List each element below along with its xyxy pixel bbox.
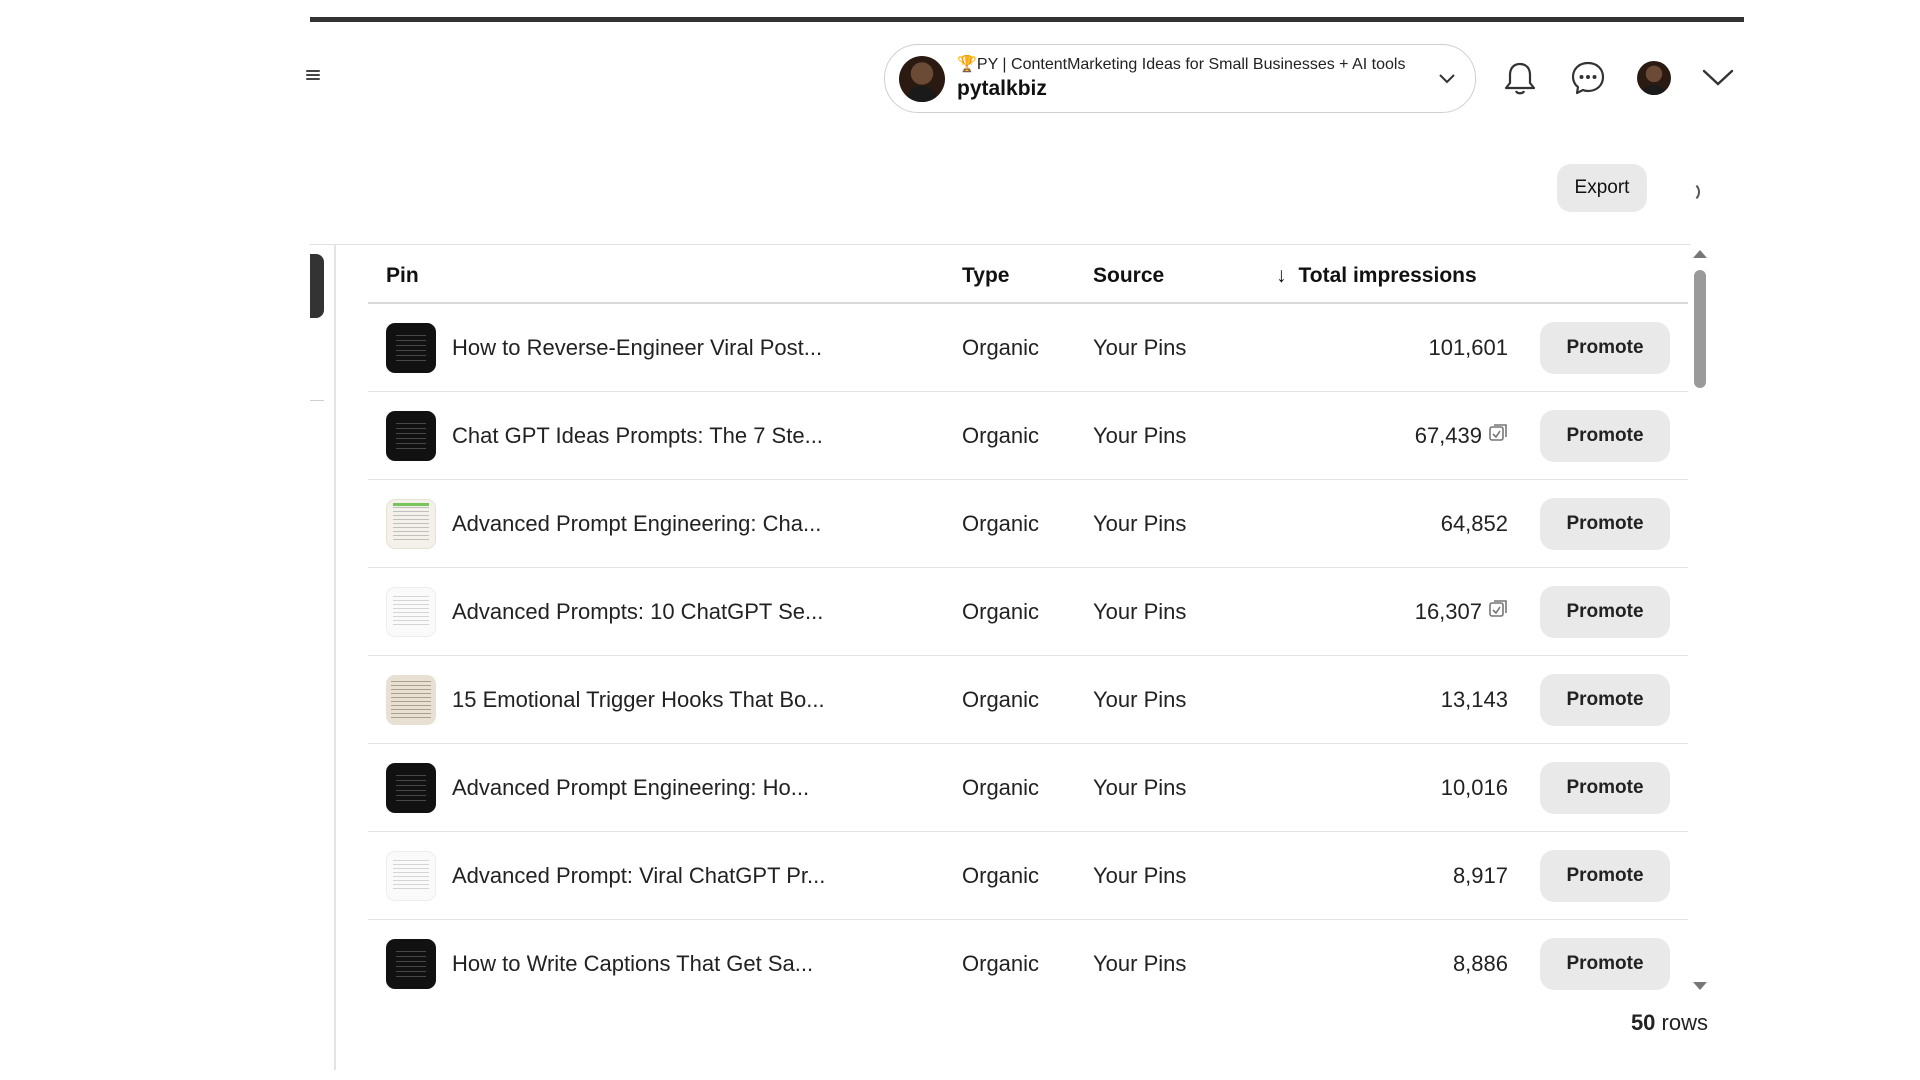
- promote-button[interactable]: Promote: [1540, 850, 1670, 902]
- header-impressions-label: Total impressions: [1298, 264, 1477, 287]
- top-border: [310, 17, 1744, 22]
- pin-source: Your Pins: [1093, 774, 1187, 800]
- header-type[interactable]: Type: [962, 264, 1010, 287]
- pin-thumbnail[interactable]: [386, 939, 436, 989]
- pin-impressions: [1415, 599, 1508, 625]
- pin-title[interactable]: Advanced Prompt: Viral ChatGPT Pr...: [452, 862, 826, 888]
- pin-impressions: [1441, 775, 1508, 801]
- pin-impressions: [1415, 423, 1508, 449]
- chevron-down-icon[interactable]: [1437, 69, 1457, 89]
- impressions-value: 8,886: [1452, 951, 1508, 976]
- account-switcher[interactable]: [884, 44, 1476, 113]
- export-button[interactable]: Export: [1557, 164, 1647, 212]
- pin-impressions: [1441, 511, 1508, 537]
- table-row[interactable]: [368, 920, 1688, 1008]
- promote-button[interactable]: Promote: [1540, 322, 1670, 374]
- pin-title[interactable]: Advanced Prompt Engineering: Ho...: [452, 774, 810, 800]
- pin-title[interactable]: How to Reverse-Engineer Viral Post...: [452, 334, 823, 360]
- header-pin[interactable]: Pin: [386, 264, 419, 287]
- table-body: [368, 304, 1688, 1008]
- impressions-value: 101,601: [1428, 334, 1508, 360]
- row-count-number: 50: [1630, 1010, 1656, 1035]
- table-scrollbar[interactable]: [1690, 250, 1708, 990]
- table-row[interactable]: [368, 304, 1688, 392]
- header-source[interactable]: Source: [1093, 264, 1165, 287]
- pin-source: Your Pins: [1093, 598, 1187, 624]
- pin-thumbnail[interactable]: [386, 675, 436, 725]
- pin-source: Your Pins: [1093, 334, 1187, 360]
- pin-impressions: [1453, 951, 1508, 977]
- row-count: [1631, 1010, 1708, 1036]
- sort-arrow-icon: ↓: [1276, 264, 1287, 287]
- table-row[interactable]: [368, 392, 1688, 480]
- pin-source: Your Pins: [1093, 510, 1187, 536]
- promote-button[interactable]: Promote: [1540, 498, 1670, 550]
- impressions-value: 64,852: [1440, 510, 1508, 536]
- side-panel-handle[interactable]: [310, 254, 324, 318]
- bell-icon[interactable]: [1496, 54, 1544, 102]
- pins-table: [368, 250, 1688, 1008]
- header-total-impressions[interactable]: [1276, 264, 1477, 288]
- promote-button[interactable]: Promote: [1540, 674, 1670, 726]
- pin-title[interactable]: 15 Emotional Trigger Hooks That Bo...: [452, 686, 825, 712]
- side-divider: [310, 400, 324, 401]
- account-avatar: [899, 56, 945, 102]
- chevron-down-icon[interactable]: [1694, 54, 1742, 102]
- table-header: [368, 250, 1688, 304]
- loading-spinner-icon: [1680, 182, 1700, 202]
- pin-source: Your Pins: [1093, 862, 1187, 888]
- impressions-value: 10,016: [1440, 774, 1508, 800]
- promote-button[interactable]: Promote: [1540, 586, 1670, 638]
- promote-button[interactable]: Promote: [1540, 410, 1670, 462]
- pin-type: Organic: [962, 951, 1040, 976]
- scrollbar-thumb[interactable]: [1694, 270, 1706, 388]
- pin-thumbnail[interactable]: [386, 587, 436, 637]
- impressions-value: 16,307: [1414, 598, 1482, 624]
- panel-border: [334, 244, 336, 1070]
- table-row[interactable]: [368, 568, 1688, 656]
- impressions-value: 8,917: [1452, 862, 1508, 888]
- pin-impressions: [1453, 863, 1508, 889]
- pin-type: Organic: [962, 422, 1040, 448]
- table-top-divider: [310, 244, 1690, 245]
- pin-impressions: [1428, 335, 1508, 361]
- account-text: [957, 56, 1437, 102]
- pin-type: Organic: [962, 598, 1040, 624]
- pin-type: Organic: [962, 686, 1040, 712]
- pin-badge-icon: [1488, 423, 1508, 449]
- pin-impressions: [1441, 687, 1508, 713]
- pin-thumbnail[interactable]: [386, 411, 436, 461]
- account-subtitle: 🏆PY | ContentMarketing Ideas for Small Businesses + AI tools: [957, 55, 1406, 73]
- pin-source: Your Pins: [1093, 686, 1187, 712]
- pin-type: Organic: [962, 774, 1040, 800]
- impressions-value: 67,439: [1414, 422, 1482, 448]
- menu-icon[interactable]: [306, 68, 320, 82]
- promote-button[interactable]: Promote: [1540, 938, 1670, 990]
- table-row[interactable]: [368, 480, 1688, 568]
- pin-thumbnail[interactable]: [386, 323, 436, 373]
- pin-thumbnail[interactable]: [386, 499, 436, 549]
- pin-source: Your Pins: [1093, 951, 1187, 976]
- pin-title[interactable]: Advanced Prompt Engineering: Cha...: [452, 510, 822, 536]
- scroll-down-arrow-icon[interactable]: [1693, 982, 1707, 990]
- account-name: pytalkbiz: [957, 77, 1047, 101]
- pin-title[interactable]: How to Write Captions That Get Sa...: [452, 951, 814, 976]
- table-row[interactable]: [368, 744, 1688, 832]
- table-row[interactable]: [368, 832, 1688, 920]
- pin-type: Organic: [962, 334, 1040, 360]
- impressions-value: 13,143: [1440, 686, 1508, 712]
- row-count-label: rows: [1661, 1010, 1708, 1035]
- promote-button[interactable]: Promote: [1540, 762, 1670, 814]
- pin-type: Organic: [962, 510, 1040, 536]
- pin-title[interactable]: Chat GPT Ideas Prompts: The 7 Ste...: [452, 422, 823, 448]
- pin-thumbnail[interactable]: [386, 763, 436, 813]
- pin-source: Your Pins: [1093, 422, 1187, 448]
- profile-avatar[interactable]: [1630, 54, 1678, 102]
- scroll-up-arrow-icon[interactable]: [1693, 250, 1707, 258]
- chat-icon[interactable]: [1564, 54, 1612, 102]
- pin-type: Organic: [962, 862, 1040, 888]
- pin-thumbnail[interactable]: [386, 851, 436, 901]
- table-row[interactable]: [368, 656, 1688, 744]
- pin-badge-icon: [1488, 599, 1508, 625]
- pin-title[interactable]: Advanced Prompts: 10 ChatGPT Se...: [452, 598, 824, 624]
